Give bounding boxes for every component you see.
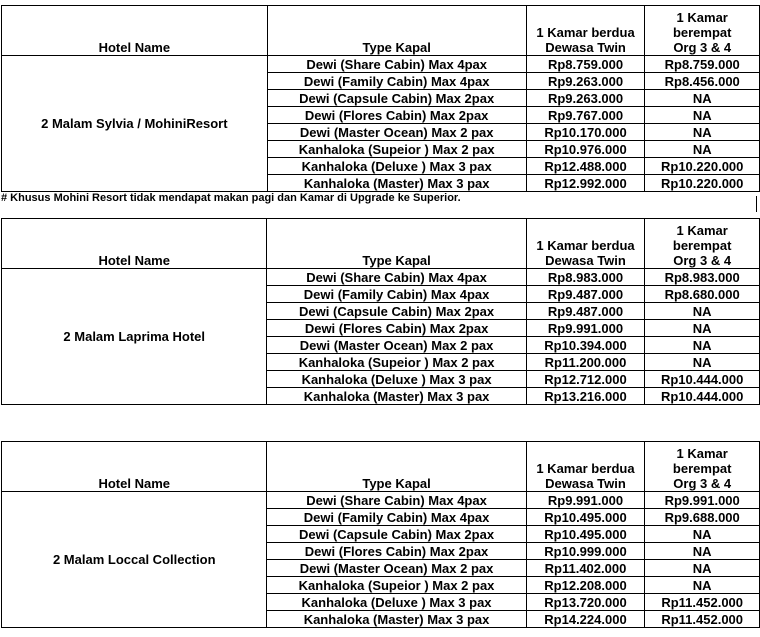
quad-price-cell: NA bbox=[645, 124, 760, 141]
twin-price-cell: Rp11.200.000 bbox=[526, 354, 645, 371]
twin-price-cell: Rp9.263.000 bbox=[526, 73, 645, 90]
twin-header bbox=[526, 219, 645, 269]
quad-price-cell: NA bbox=[645, 320, 760, 337]
type-cell: Dewi (Family Cabin) Max 4pax bbox=[267, 73, 526, 90]
quad-price-cell: NA bbox=[645, 577, 760, 594]
type-cell: Dewi (Master Ocean) Max 2 pax bbox=[267, 124, 526, 141]
quad-header-line2: Org 3 & 4 bbox=[673, 253, 732, 268]
twin-header-line1: 1 Kamar berdua bbox=[536, 238, 635, 253]
type-kapal-header: Type Kapal bbox=[267, 442, 526, 492]
twin-price-cell: Rp9.487.000 bbox=[526, 303, 645, 320]
quad-price-cell: Rp8.983.000 bbox=[645, 269, 760, 286]
type-cell: Kanhaloka (Master) Max 3 pax bbox=[267, 175, 526, 192]
quad-price-cell: NA bbox=[645, 90, 760, 107]
quad-price-cell: NA bbox=[645, 141, 760, 158]
twin-price-cell: Rp9.767.000 bbox=[526, 107, 645, 124]
hotel-name-header: Hotel Name bbox=[2, 6, 268, 56]
twin-price-cell: Rp10.394.000 bbox=[526, 337, 645, 354]
twin-price-cell: Rp12.712.000 bbox=[526, 371, 645, 388]
quad-price-cell: Rp10.444.000 bbox=[645, 371, 760, 388]
twin-price-cell: Rp10.170.000 bbox=[526, 124, 645, 141]
quad-price-cell: NA bbox=[645, 107, 760, 124]
twin-price-cell: Rp8.983.000 bbox=[526, 269, 645, 286]
type-cell: Kanhaloka (Supeior ) Max 2 pax bbox=[267, 354, 526, 371]
twin-price-cell: Rp13.720.000 bbox=[526, 594, 645, 611]
twin-price-cell: Rp9.991.000 bbox=[526, 492, 645, 509]
quad-price-cell: NA bbox=[645, 354, 760, 371]
type-cell: Dewi (Share Cabin) Max 4pax bbox=[267, 269, 526, 286]
quad-price-cell: NA bbox=[645, 526, 760, 543]
quad-price-cell: Rp9.991.000 bbox=[645, 492, 760, 509]
twin-price-cell: Rp10.999.000 bbox=[526, 543, 645, 560]
quad-price-cell: Rp10.220.000 bbox=[645, 158, 760, 175]
price-table-loccal bbox=[1, 441, 760, 628]
footnote: # Khusus Mohini Resort tidak mendapat makan pagi dan Kamar di Upgrade ke Superior. bbox=[1, 192, 461, 204]
quad-price-cell: NA bbox=[645, 543, 760, 560]
price-table-laprima bbox=[1, 218, 760, 405]
twin-header-line2: Dewasa Twin bbox=[545, 253, 626, 268]
type-cell: Kanhaloka (Supeior ) Max 2 pax bbox=[267, 141, 526, 158]
twin-header-line2: Dewasa Twin bbox=[545, 40, 626, 55]
type-cell: Dewi (Family Cabin) Max 4pax bbox=[267, 509, 526, 526]
quad-price-cell: Rp8.759.000 bbox=[645, 56, 760, 73]
twin-price-cell: Rp9.263.000 bbox=[526, 90, 645, 107]
quad-price-cell: Rp11.452.000 bbox=[645, 611, 760, 628]
type-cell: Kanhaloka (Deluxe ) Max 3 pax bbox=[267, 371, 526, 388]
quad-header-line2: Org 3 & 4 bbox=[673, 476, 732, 491]
twin-header-line1: 1 Kamar berdua bbox=[536, 461, 635, 476]
type-cell: Dewi (Flores Cabin) Max 2pax bbox=[267, 107, 526, 124]
type-cell: Kanhaloka (Supeior ) Max 2 pax bbox=[267, 577, 526, 594]
hotel-name-cell: 2 Malam Laprima Hotel bbox=[2, 269, 267, 405]
twin-price-cell: Rp12.208.000 bbox=[526, 577, 645, 594]
quad-header bbox=[645, 219, 760, 269]
type-cell: Kanhaloka (Master) Max 3 pax bbox=[267, 388, 526, 405]
quad-price-cell: Rp8.680.000 bbox=[645, 286, 760, 303]
quad-header-line1: 1 Kamar berempat bbox=[672, 223, 732, 253]
type-kapal-header: Type Kapal bbox=[267, 219, 526, 269]
type-cell: Dewi (Family Cabin) Max 4pax bbox=[267, 286, 526, 303]
twin-price-cell: Rp9.991.000 bbox=[526, 320, 645, 337]
twin-price-cell: Rp8.759.000 bbox=[526, 56, 645, 73]
twin-price-cell: Rp10.976.000 bbox=[526, 141, 645, 158]
quad-header-line2: Org 3 & 4 bbox=[673, 40, 732, 55]
twin-price-cell: Rp14.224.000 bbox=[526, 611, 645, 628]
twin-price-cell: Rp10.495.000 bbox=[526, 509, 645, 526]
twin-price-cell: Rp11.402.000 bbox=[526, 560, 645, 577]
twin-header-line2: Dewasa Twin bbox=[545, 476, 626, 491]
hotel-name-header: Hotel Name bbox=[2, 219, 267, 269]
quad-price-cell: Rp8.456.000 bbox=[645, 73, 760, 90]
quad-price-cell: NA bbox=[645, 337, 760, 354]
type-cell: Dewi (Master Ocean) Max 2 pax bbox=[267, 560, 526, 577]
type-kapal-header: Type Kapal bbox=[267, 6, 526, 56]
quad-price-cell: NA bbox=[645, 560, 760, 577]
type-cell: Dewi (Share Cabin) Max 4pax bbox=[267, 56, 526, 73]
quad-header-line1: 1 Kamar berempat bbox=[672, 10, 732, 40]
quad-header bbox=[645, 442, 760, 492]
twin-price-cell: Rp12.992.000 bbox=[526, 175, 645, 192]
twin-price-cell: Rp10.495.000 bbox=[526, 526, 645, 543]
type-cell: Kanhaloka (Deluxe ) Max 3 pax bbox=[267, 158, 526, 175]
twin-header bbox=[526, 6, 645, 56]
hotel-name-header: Hotel Name bbox=[2, 442, 267, 492]
type-cell: Dewi (Capsule Cabin) Max 2pax bbox=[267, 303, 526, 320]
twin-price-cell: Rp13.216.000 bbox=[526, 388, 645, 405]
type-cell: Dewi (Flores Cabin) Max 2pax bbox=[267, 320, 526, 337]
price-table-sylvia bbox=[1, 5, 760, 192]
type-cell: Dewi (Capsule Cabin) Max 2pax bbox=[267, 90, 526, 107]
quad-price-cell: Rp9.688.000 bbox=[645, 509, 760, 526]
type-cell: Dewi (Master Ocean) Max 2 pax bbox=[267, 337, 526, 354]
hotel-name-cell: 2 Malam Sylvia / MohiniResort bbox=[2, 56, 268, 192]
type-cell: Dewi (Flores Cabin) Max 2pax bbox=[267, 543, 526, 560]
type-cell: Dewi (Share Cabin) Max 4pax bbox=[267, 492, 526, 509]
twin-header-line1: 1 Kamar berdua bbox=[536, 25, 635, 40]
twin-header bbox=[526, 442, 645, 492]
quad-price-cell: Rp10.220.000 bbox=[645, 175, 760, 192]
type-cell: Kanhaloka (Deluxe ) Max 3 pax bbox=[267, 594, 526, 611]
quad-header bbox=[645, 6, 760, 56]
quad-price-cell: Rp11.452.000 bbox=[645, 594, 760, 611]
quad-price-cell: Rp10.444.000 bbox=[645, 388, 760, 405]
twin-price-cell: Rp12.488.000 bbox=[526, 158, 645, 175]
type-cell: Dewi (Capsule Cabin) Max 2pax bbox=[267, 526, 526, 543]
type-cell: Kanhaloka (Master) Max 3 pax bbox=[267, 611, 526, 628]
divider bbox=[756, 196, 757, 212]
hotel-name-cell: 2 Malam Loccal Collection bbox=[2, 492, 267, 628]
quad-price-cell: NA bbox=[645, 303, 760, 320]
quad-header-line1: 1 Kamar berempat bbox=[672, 446, 732, 476]
twin-price-cell: Rp9.487.000 bbox=[526, 286, 645, 303]
